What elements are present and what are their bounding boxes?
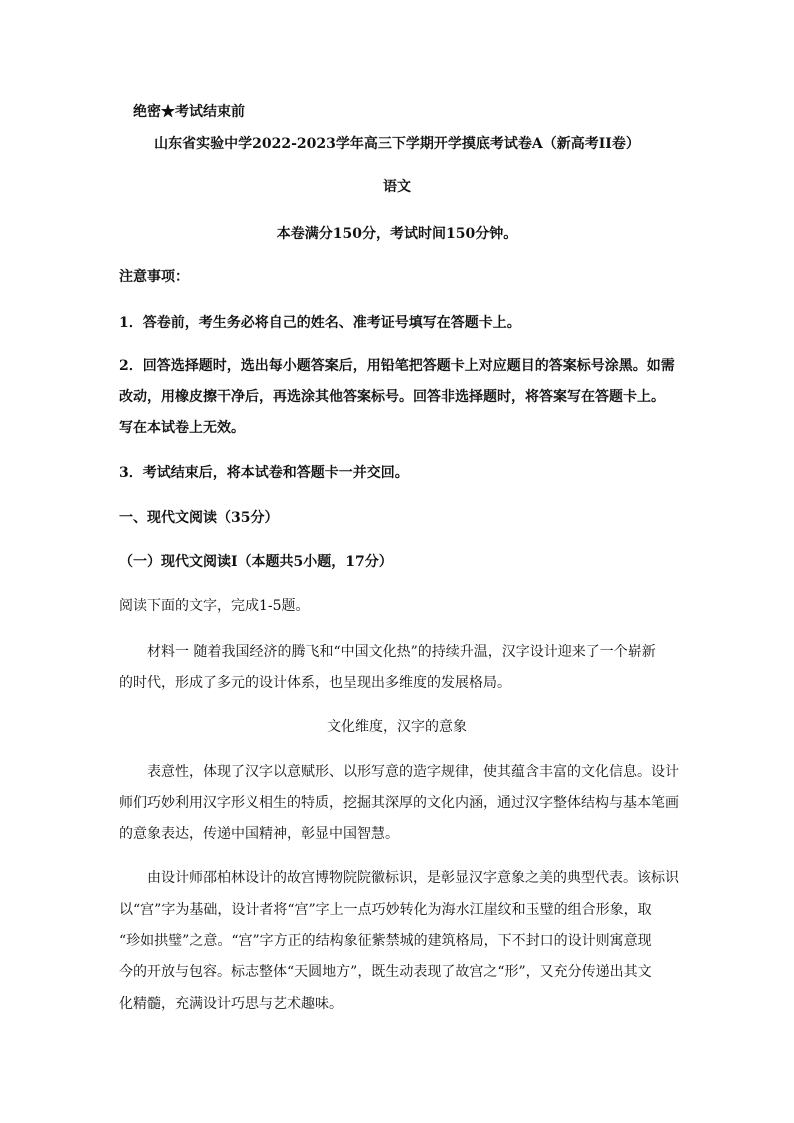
passage-p1-line1: 材料一 随着我国经济的腾飞和“中国文化热”的持续升温，汉字设计迎来了一个崭新 — [147, 644, 656, 660]
notice-item-2-line1: 2．回答选择题时，选出每小题答案后，用铅笔把答题卡上对应题目的答案标号涂黑。如需 — [119, 358, 675, 374]
section-heading: 一、现代文阅读（35分） — [119, 510, 279, 526]
passage-p2-line2: 师们巧妙利用汉字形义相生的特质，挖掘其深厚的文化内涵，通过汉字整体结构与基本笔画 — [119, 795, 679, 811]
notice-item-1: 1．答卷前，考生务必将自己的姓名、准考证号填写在答题卡上。 — [119, 315, 521, 331]
passage-p3-line3: “珍如拱璧”之意。“宫”字方正的结构象征紫禁城的建筑格局，下不封口的设计则寓意现 — [119, 933, 652, 949]
notice-heading: 注意事项： — [119, 269, 189, 285]
exam-title: 山东省实验中学2022-2023学年高三下学期开学摸底考试卷A（新高考II卷） — [154, 136, 640, 152]
passage-p3-line4: 今的开放与包容。标志整体“天圆地方”，既生动表现了故宫之“形”，又充分传递出其文 — [119, 964, 652, 980]
subject-title: 语文 — [383, 179, 411, 195]
passage-p3-line2: 以“宫”字为基础，设计者将“宫”字上一点巧妙转化为海水江崖纹和玉璧的组合形象，取 — [119, 902, 652, 918]
section-instruction: 阅读下面的文字，完成1-5题。 — [119, 598, 310, 614]
notice-item-2-line2: 改动，用橡皮擦干净后，再选涂其他答案标号。回答非选择题时，将答案写在答题卡上。 — [119, 389, 665, 405]
secret-mark: 绝密★考试结束前 — [133, 104, 245, 120]
passage-p3-line5: 化精髓，充满设计巧思与艺术趣味。 — [119, 996, 343, 1012]
passage-p2-line3: 的意象表达，传递中国精神，彰显中国智慧。 — [119, 826, 399, 842]
score-info: 本卷满分150分，考试时间150分钟。 — [276, 226, 518, 242]
section-subheading: （一）现代文阅读I（本题共5小题，17分） — [119, 554, 393, 570]
notice-item-2-line3: 写在本试卷上无效。 — [119, 420, 245, 436]
passage-p1-line2: 的时代，形成了多元的设计体系，也呈现出多维度的发展格局。 — [119, 675, 511, 691]
passage-subtitle: 文化维度，汉字的意象 — [327, 719, 467, 735]
passage-p3-line1: 由设计师邵柏林设计的故宫博物院院徽标识，是彰显汉字意象之美的典型代表。该标识 — [147, 870, 679, 886]
passage-p2-line1: 表意性，体现了汉字以意赋形、以形写意的造字规律，使其蕴含丰富的文化信息。设计 — [147, 764, 679, 780]
notice-item-3: 3．考试结束后，将本试卷和答题卡一并交回。 — [119, 465, 409, 481]
